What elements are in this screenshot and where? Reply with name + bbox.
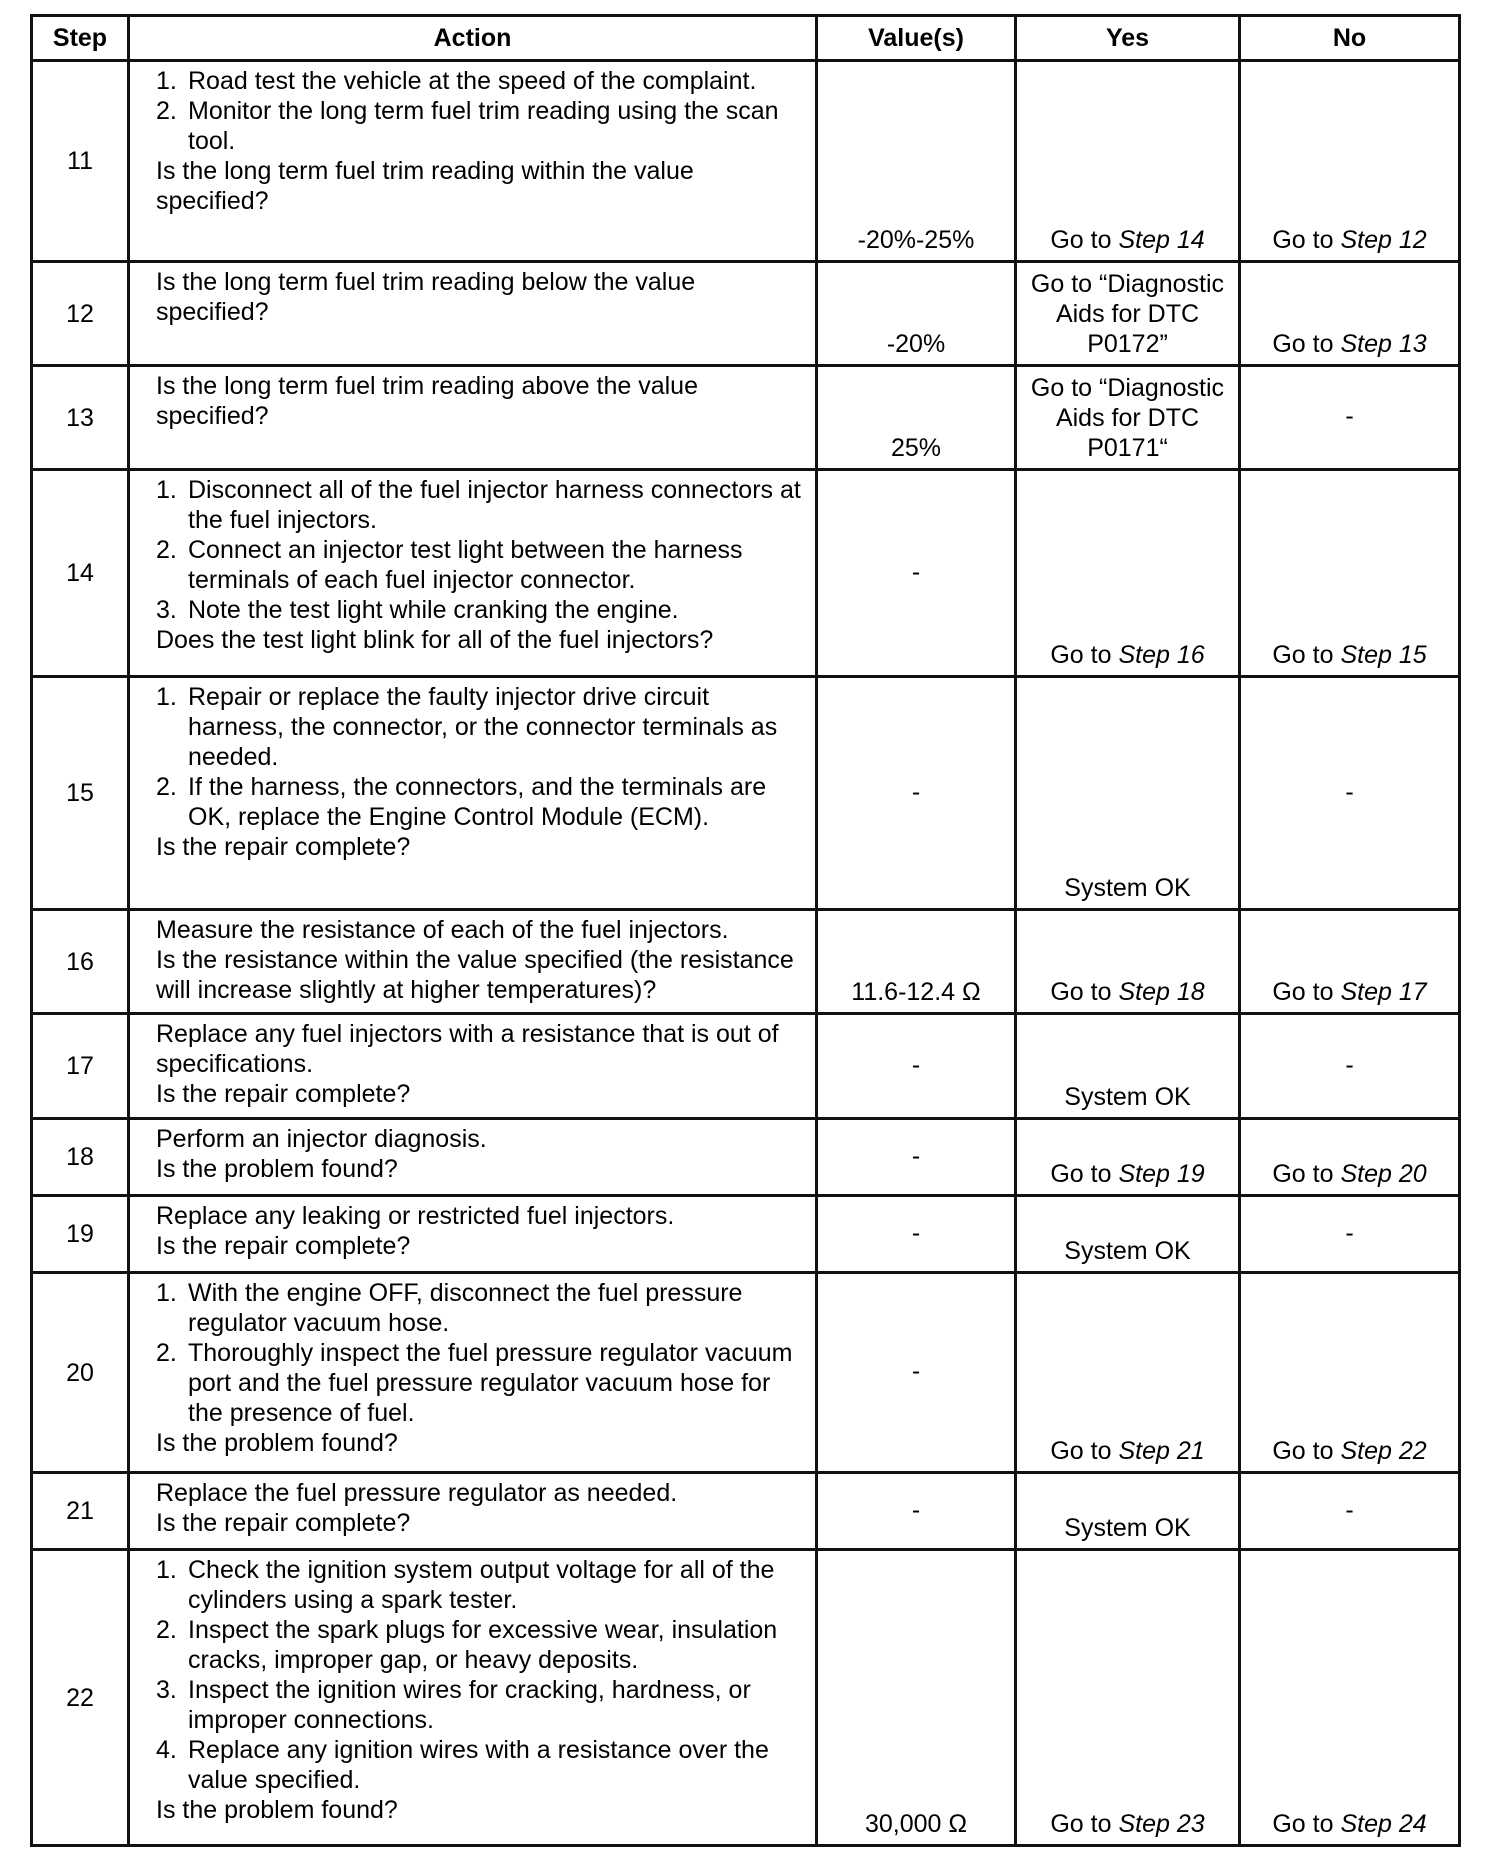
action-cell <box>129 470 817 677</box>
table-row <box>32 1119 1460 1196</box>
action-item: 3. Note the test light while cranking the engine. <box>156 595 801 625</box>
header-no: No <box>1240 16 1460 61</box>
action-question: Is the repair complete? <box>156 1232 411 1260</box>
action-item: 3. Inspect the ignition wires for cracking, hardness, or improper connections. <box>156 1675 801 1735</box>
action-lead: Measure the resistance of each of the fuel injectors. <box>156 916 729 944</box>
action-list <box>156 682 801 832</box>
value-cell: - <box>817 1014 1016 1119</box>
goto-prefix: Go to <box>1050 978 1119 1006</box>
no-cell: - <box>1240 1014 1460 1119</box>
value-cell: - <box>817 1473 1016 1550</box>
step-link: Step 17 <box>1340 978 1427 1006</box>
action-cell <box>129 1550 817 1846</box>
step-link: Step 15 <box>1340 641 1427 669</box>
action-cell <box>129 1196 817 1273</box>
table-row <box>32 262 1460 366</box>
goto-prefix: Go to <box>1050 641 1119 669</box>
step-link: Step 16 <box>1118 641 1205 669</box>
action-question: Is the repair complete? <box>156 833 411 861</box>
value-cell: - <box>817 470 1016 677</box>
action-question: Is the problem found? <box>156 1429 398 1457</box>
goto-prefix: Go to <box>1272 1437 1341 1465</box>
step-number: 21 <box>32 1473 129 1550</box>
yes-cell <box>1016 910 1240 1014</box>
action-question: Is the long term fuel trim reading below the value specified? <box>156 268 696 326</box>
header-yes: Yes <box>1016 16 1240 61</box>
no-cell <box>1240 1273 1460 1473</box>
diagnostic-table <box>30 14 1461 1847</box>
action-cell <box>129 677 817 910</box>
goto-prefix: Go to <box>1272 1160 1341 1188</box>
header-action: Action <box>129 16 817 61</box>
step-link: Step 20 <box>1340 1160 1427 1188</box>
action-item: 1. Road test the vehicle at the speed of the complaint. <box>156 66 801 96</box>
header-row <box>32 16 1460 61</box>
yes-cell: System OK <box>1016 1196 1240 1273</box>
action-cell <box>129 910 817 1014</box>
action-cell <box>129 1119 817 1196</box>
action-question: Is the long term fuel trim reading within the value specified? <box>156 157 694 215</box>
goto-prefix: Go to <box>1272 1810 1341 1838</box>
table-row <box>32 1196 1460 1273</box>
action-item: 4. Replace any ignition wires with a resistance over the value specified. <box>156 1735 801 1795</box>
step-link: Step 19 <box>1118 1160 1205 1188</box>
no-cell <box>1240 470 1460 677</box>
action-item: 2. Inspect the spark plugs for excessive wear, insulation cracks, improper gap, or heavy deposits. <box>156 1615 801 1675</box>
action-question: Is the repair complete? <box>156 1509 411 1537</box>
no-cell <box>1240 1119 1460 1196</box>
yes-cell <box>1016 1119 1240 1196</box>
action-question: Is the problem found? <box>156 1155 398 1183</box>
action-cell <box>129 1273 817 1473</box>
step-link: Step 13 <box>1340 330 1427 358</box>
table-row <box>32 677 1460 910</box>
goto-prefix: Go to <box>1050 226 1119 254</box>
yes-cell <box>1016 1550 1240 1846</box>
yes-cell: System OK <box>1016 677 1240 910</box>
step-link: Step 21 <box>1118 1437 1205 1465</box>
action-cell <box>129 1014 817 1119</box>
action-item: 1. Check the ignition system output voltage for all of the cylinders using a spark tester. <box>156 1555 801 1615</box>
action-question: Is the problem found? <box>156 1796 398 1824</box>
table-row <box>32 61 1460 262</box>
table-row <box>32 1473 1460 1550</box>
yes-cell <box>1016 61 1240 262</box>
value-cell: -20% <box>817 262 1016 366</box>
yes-cell: System OK <box>1016 1473 1240 1550</box>
action-lead: Replace any fuel injectors with a resistance that is out of specifications. <box>156 1020 779 1078</box>
step-number: 16 <box>32 910 129 1014</box>
action-cell <box>129 1473 817 1550</box>
value-cell: 25% <box>817 366 1016 470</box>
action-question: Is the resistance within the value specified (the resistance will increase slightly at higher temperatures)? <box>156 946 794 1004</box>
goto-prefix: Go to <box>1272 641 1341 669</box>
no-cell: - <box>1240 1473 1460 1550</box>
step-number: 11 <box>32 61 129 262</box>
step-link: Step 18 <box>1118 978 1205 1006</box>
action-item: 2. Monitor the long term fuel trim reading using the scan tool. <box>156 96 801 156</box>
step-number: 12 <box>32 262 129 366</box>
action-list <box>156 475 801 625</box>
action-list <box>156 1555 801 1795</box>
action-cell <box>129 366 817 470</box>
table-row <box>32 470 1460 677</box>
yes-cell <box>1016 1273 1240 1473</box>
yes-cell: Go to “Diagnostic Aids for DTC P0171“ <box>1016 366 1240 470</box>
table-row <box>32 1550 1460 1846</box>
no-cell <box>1240 61 1460 262</box>
yes-cell: Go to “Diagnostic Aids for DTC P0172” <box>1016 262 1240 366</box>
action-cell <box>129 61 817 262</box>
action-list <box>156 1278 801 1428</box>
action-lead: Perform an injector diagnosis. <box>156 1125 487 1153</box>
action-question: Is the repair complete? <box>156 1080 411 1108</box>
action-item: 2. Thoroughly inspect the fuel pressure regulator vacuum port and the fuel pressure regulator vacuum hose for the presence of fuel. <box>156 1338 801 1428</box>
step-number: 17 <box>32 1014 129 1119</box>
goto-prefix: Go to <box>1272 978 1341 1006</box>
step-link: Step 12 <box>1340 226 1427 254</box>
table-row <box>32 1273 1460 1473</box>
header-values: Value(s) <box>817 16 1016 61</box>
value-cell: - <box>817 1119 1016 1196</box>
step-link: Step 22 <box>1340 1437 1427 1465</box>
goto-prefix: Go to <box>1050 1437 1119 1465</box>
yes-cell <box>1016 470 1240 677</box>
action-item: 1. Repair or replace the faulty injector drive circuit harness, the connector, or the connector terminals as needed. <box>156 682 801 772</box>
step-number: 22 <box>32 1550 129 1846</box>
no-cell <box>1240 1550 1460 1846</box>
no-cell <box>1240 262 1460 366</box>
value-cell: 30,000 Ω <box>817 1550 1016 1846</box>
no-cell: - <box>1240 1196 1460 1273</box>
value-cell: 11.6-12.4 Ω <box>817 910 1016 1014</box>
action-list <box>156 66 801 156</box>
table-row <box>32 910 1460 1014</box>
goto-prefix: Go to <box>1272 330 1341 358</box>
step-number: 14 <box>32 470 129 677</box>
action-item: 2. Connect an injector test light between the harness terminals of each fuel injector connector. <box>156 535 801 595</box>
action-question: Is the long term fuel trim reading above the value specified? <box>156 372 698 430</box>
step-link: Step 14 <box>1118 226 1205 254</box>
step-number: 19 <box>32 1196 129 1273</box>
table-row <box>32 366 1460 470</box>
step-number: 15 <box>32 677 129 910</box>
yes-cell: System OK <box>1016 1014 1240 1119</box>
action-item: 2. If the harness, the connectors, and the terminals are OK, replace the Engine Control Module (ECM). <box>156 772 801 832</box>
value-cell: -20%-25% <box>817 61 1016 262</box>
value-cell: - <box>817 1273 1016 1473</box>
action-lead: Replace the fuel pressure regulator as needed. <box>156 1479 678 1507</box>
step-number: 18 <box>32 1119 129 1196</box>
step-link: Step 24 <box>1340 1810 1427 1838</box>
header-step: Step <box>32 16 129 61</box>
step-number: 13 <box>32 366 129 470</box>
goto-prefix: Go to <box>1050 1810 1119 1838</box>
action-item: 1. Disconnect all of the fuel injector harness connectors at the fuel injectors. <box>156 475 801 535</box>
goto-prefix: Go to <box>1272 226 1341 254</box>
goto-prefix: Go to <box>1050 1160 1119 1188</box>
action-item: 1. With the engine OFF, disconnect the fuel pressure regulator vacuum hose. <box>156 1278 801 1338</box>
value-cell: - <box>817 677 1016 910</box>
action-question: Does the test light blink for all of the fuel injectors? <box>156 626 714 654</box>
action-lead: Replace any leaking or restricted fuel injectors. <box>156 1202 675 1230</box>
no-cell: - <box>1240 677 1460 910</box>
no-cell: - <box>1240 366 1460 470</box>
action-cell <box>129 262 817 366</box>
step-number: 20 <box>32 1273 129 1473</box>
no-cell <box>1240 910 1460 1014</box>
value-cell: - <box>817 1196 1016 1273</box>
step-link: Step 23 <box>1118 1810 1205 1838</box>
table-row <box>32 1014 1460 1119</box>
